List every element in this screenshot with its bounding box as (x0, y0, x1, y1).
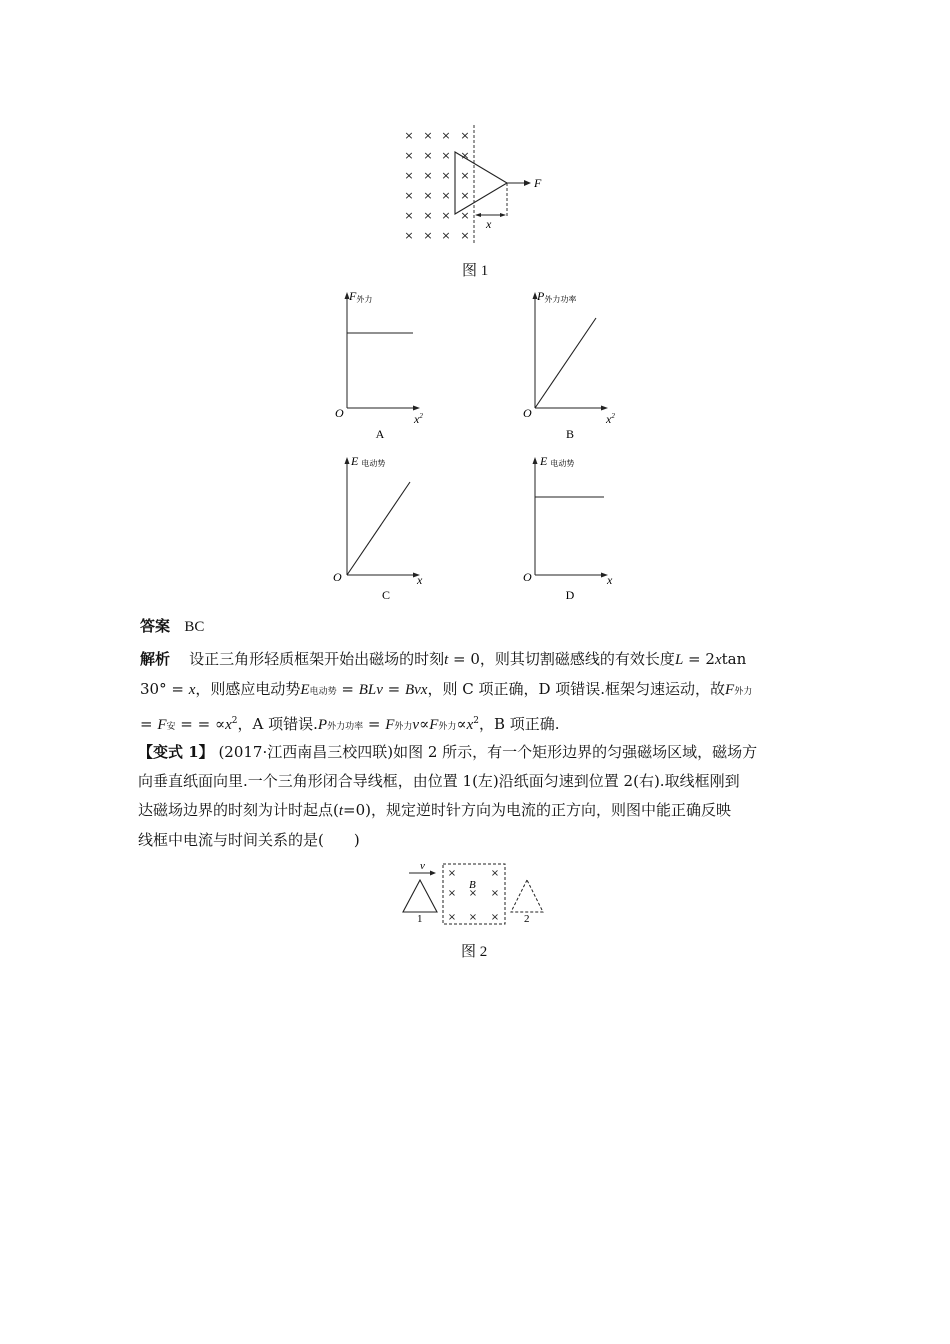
graph-a (330, 288, 440, 438)
svg-text:×: × (441, 169, 451, 182)
triangle-position-1 (403, 880, 437, 912)
variant-line-1: 【变式 1】 (2017·江西南昌三校四联)如图 2 所示，有一个矩形边界的匀强磁场区域，磁场方 (138, 743, 758, 761)
graph-c (330, 452, 440, 604)
svg-text:×: × (423, 149, 433, 162)
svg-text:×: × (490, 912, 500, 923)
y-axis-label: E电动势 (540, 454, 575, 468)
svg-text:×: × (460, 229, 470, 242)
graph-line (535, 318, 596, 408)
option-label-a: A (375, 427, 385, 438)
variant-label: 【变式 1】 (138, 743, 214, 761)
x-dim-arrow-right (500, 213, 506, 217)
graph-b (518, 288, 628, 438)
figure-1-caption: 图 1 (462, 263, 489, 279)
origin-label: O (523, 406, 532, 420)
svg-text:×: × (404, 189, 414, 202)
position-2-label: 2 (524, 913, 530, 925)
triangle-position-2 (511, 880, 543, 912)
figure-2-diagram (397, 858, 552, 928)
x-dimension-label: x (486, 217, 492, 231)
svg-text:×: × (460, 209, 470, 222)
svg-text:×: × (447, 868, 457, 879)
y-axis-label: F外力 (349, 289, 373, 304)
y-axis-label: E电动势 (351, 454, 386, 468)
svg-text:×: × (423, 129, 433, 142)
svg-text:×: × (441, 229, 451, 242)
svg-text:×: × (441, 209, 451, 222)
x-axis-label: $x^2$ (414, 412, 423, 426)
svg-text:×: × (404, 209, 414, 222)
svg-text:×: × (490, 888, 500, 899)
graph-d (518, 452, 628, 604)
option-label-c: C (381, 588, 391, 602)
svg-text:×: × (447, 912, 457, 923)
position-1-label: 1 (417, 913, 423, 925)
svg-text:×: × (460, 129, 470, 142)
variant-line-2: 向垂直纸面向里.一个三角形闭合导线框，由位置 1(左)沿纸面匀速到位置 2(右).取线框刚到 (138, 772, 740, 790)
x-axis-label: x (607, 573, 613, 587)
y-axis-arrow (345, 457, 350, 464)
svg-text:×: × (404, 229, 414, 242)
origin-label: O (523, 570, 532, 584)
velocity-arrowhead (430, 871, 436, 876)
x-axis-arrow (601, 406, 608, 411)
force-label: F (534, 176, 542, 190)
svg-text:×: × (490, 868, 500, 879)
analysis-label: 解析 (140, 650, 171, 668)
svg-text:×: × (468, 888, 478, 899)
svg-text:×: × (468, 912, 478, 923)
answer-line (140, 613, 812, 641)
figure-2-caption: 图 2 (461, 944, 488, 960)
analysis-line-1: 解析 设正三角形轻质框架开始出磁场的时刻t = 0，则其切割磁感线的有效长度L = 2xtan (140, 650, 747, 668)
velocity-label: v (420, 860, 425, 872)
option-label-b: B (565, 427, 575, 438)
svg-text:×: × (423, 169, 433, 182)
svg-text:×: × (404, 129, 414, 142)
svg-text:×: × (404, 149, 414, 162)
svg-text:×: × (423, 229, 433, 242)
variant-line-3: 达磁场边界的时刻为计时起点(t=0)，规定逆时针方向为电流的正方向，则图中能正确反映 (138, 801, 731, 819)
svg-text:×: × (441, 189, 451, 202)
x-axis-label: $x^2$ (606, 412, 615, 426)
svg-text:×: × (447, 888, 457, 899)
origin-label: O (335, 406, 344, 420)
analysis-line-3: = F安 = = $\propto x^2$，A 项错误.P外力功率 = F外力v∝F外力$\propto x^2$，B 项正确. (140, 715, 560, 733)
field-crosses (448, 868, 499, 923)
svg-text:×: × (441, 149, 451, 162)
answer-value: BC (184, 619, 205, 635)
svg-text:×: × (404, 169, 414, 182)
y-axis-label: P外力功率 (537, 289, 577, 304)
svg-text:×: × (441, 129, 451, 142)
svg-text:×: × (460, 189, 470, 202)
x-axis-arrow (413, 406, 420, 411)
force-arrowhead (524, 180, 531, 186)
svg-text:×: × (460, 169, 470, 182)
x-axis-label: x (417, 573, 423, 587)
graph-line (347, 482, 410, 575)
option-label-d: D (565, 588, 575, 602)
figure-1-diagram (395, 122, 555, 247)
y-axis-arrow (533, 457, 538, 464)
analysis-section (140, 645, 812, 742)
analysis-line-2: 30° = x，则感应电动势E电动势 = BLv = Bvx，则 C 项正确，D 项错误.框架匀速运动，故F外力 (140, 680, 753, 698)
svg-text:×: × (460, 149, 470, 162)
field-B-label: B (469, 879, 476, 891)
x-dim-arrow-left (475, 213, 481, 217)
svg-text:×: × (423, 189, 433, 202)
variant-line-4: 线框中电流与时间关系的是( ) (138, 831, 360, 849)
origin-label: O (333, 570, 342, 584)
svg-text:×: × (423, 209, 433, 222)
variant-section (138, 738, 818, 855)
magnetic-field-crosses (404, 129, 469, 242)
answer-label: 答案 (140, 617, 171, 635)
